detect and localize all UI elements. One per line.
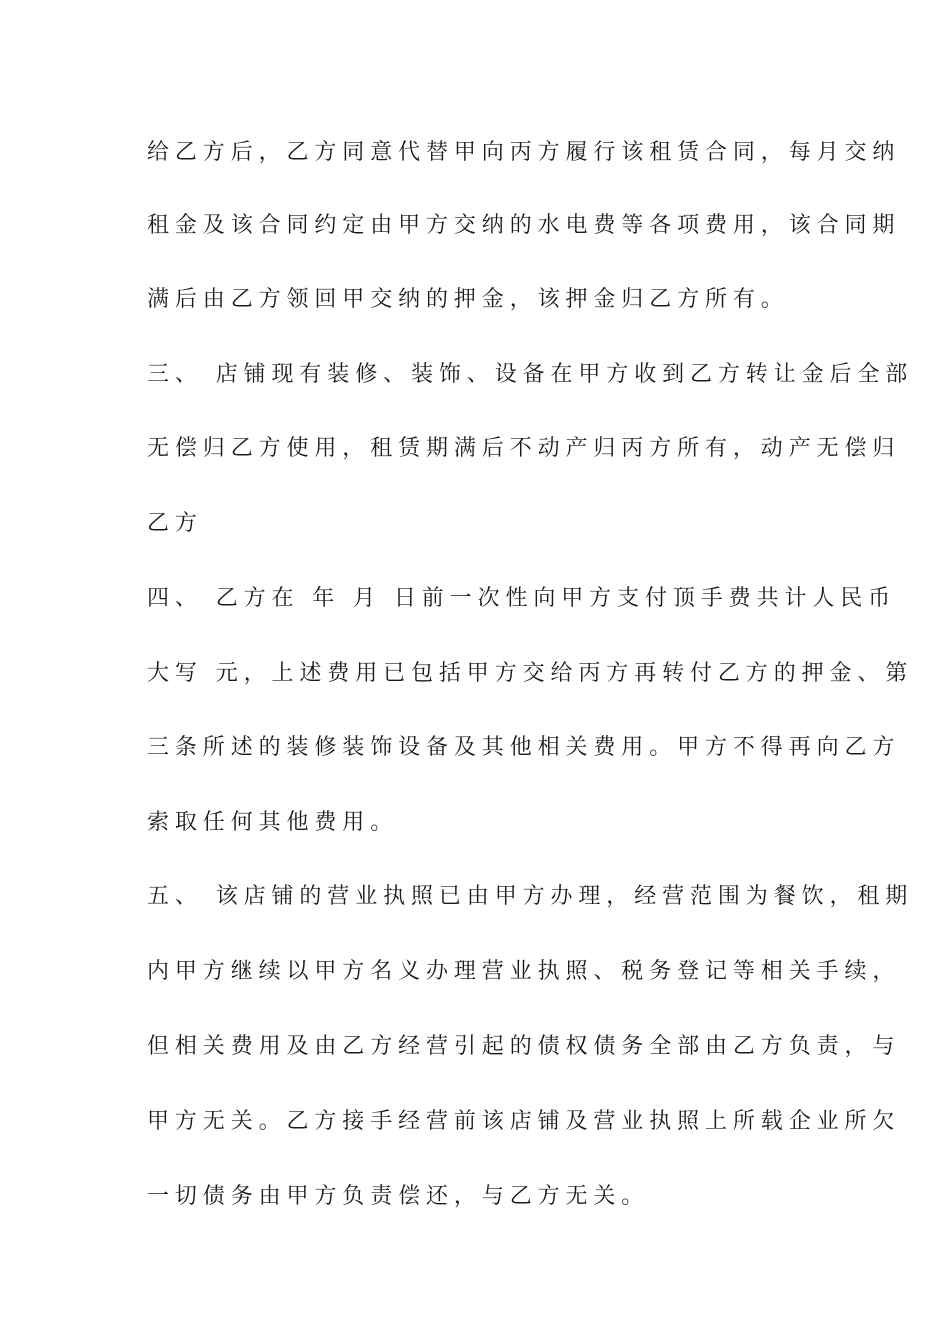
text-line: 内甲方继续以甲方名义办理营业执照、税务登记等相关手续， [147,959,901,984]
text-line: 租金及该合同约定由甲方交纳的水电费等各项费用，该合同期 [147,213,901,238]
text-line: 满后由乙方领回甲交纳的押金，该押金归乙方所有。 [147,287,789,312]
clause-three-line: 三、 店铺现有装修、装饰、设备在甲方收到乙方转让金后全部 [147,362,914,387]
text-line: 但相关费用及由乙方经营引起的债权债务全部由乙方负责，与 [147,1034,901,1059]
text-line: 甲方无关。乙方接手经营前该店铺及营业执照上所载企业所欠 [147,1109,901,1134]
clause-five-line: 五、 该店铺的营业执照已由甲方办理，经营范围为餐饮，租期 [147,884,914,909]
text-line: 无偿归乙方使用，租赁期满后不动产归丙方所有，动产无偿归 [147,436,901,461]
text-line: 大写 元，上述费用已包括甲方交给丙方再转付乙方的押金、第 [147,661,914,686]
text-line: 三条所述的装修装饰设备及其他相关费用。甲方不得再向乙方 [147,735,901,760]
text-line: 乙方 [147,511,203,536]
text-line: 索取任何其他费用。 [147,810,399,835]
text-line: 给乙方后，乙方同意代替甲向丙方履行该租赁合同，每月交纳 [147,140,901,165]
text-line: 一切债务由甲方负责偿还，与乙方无关。 [147,1184,650,1209]
clause-four-line: 四、 乙方在 年 月 日前一次性向甲方支付顶手费共计人民币 [147,586,897,611]
